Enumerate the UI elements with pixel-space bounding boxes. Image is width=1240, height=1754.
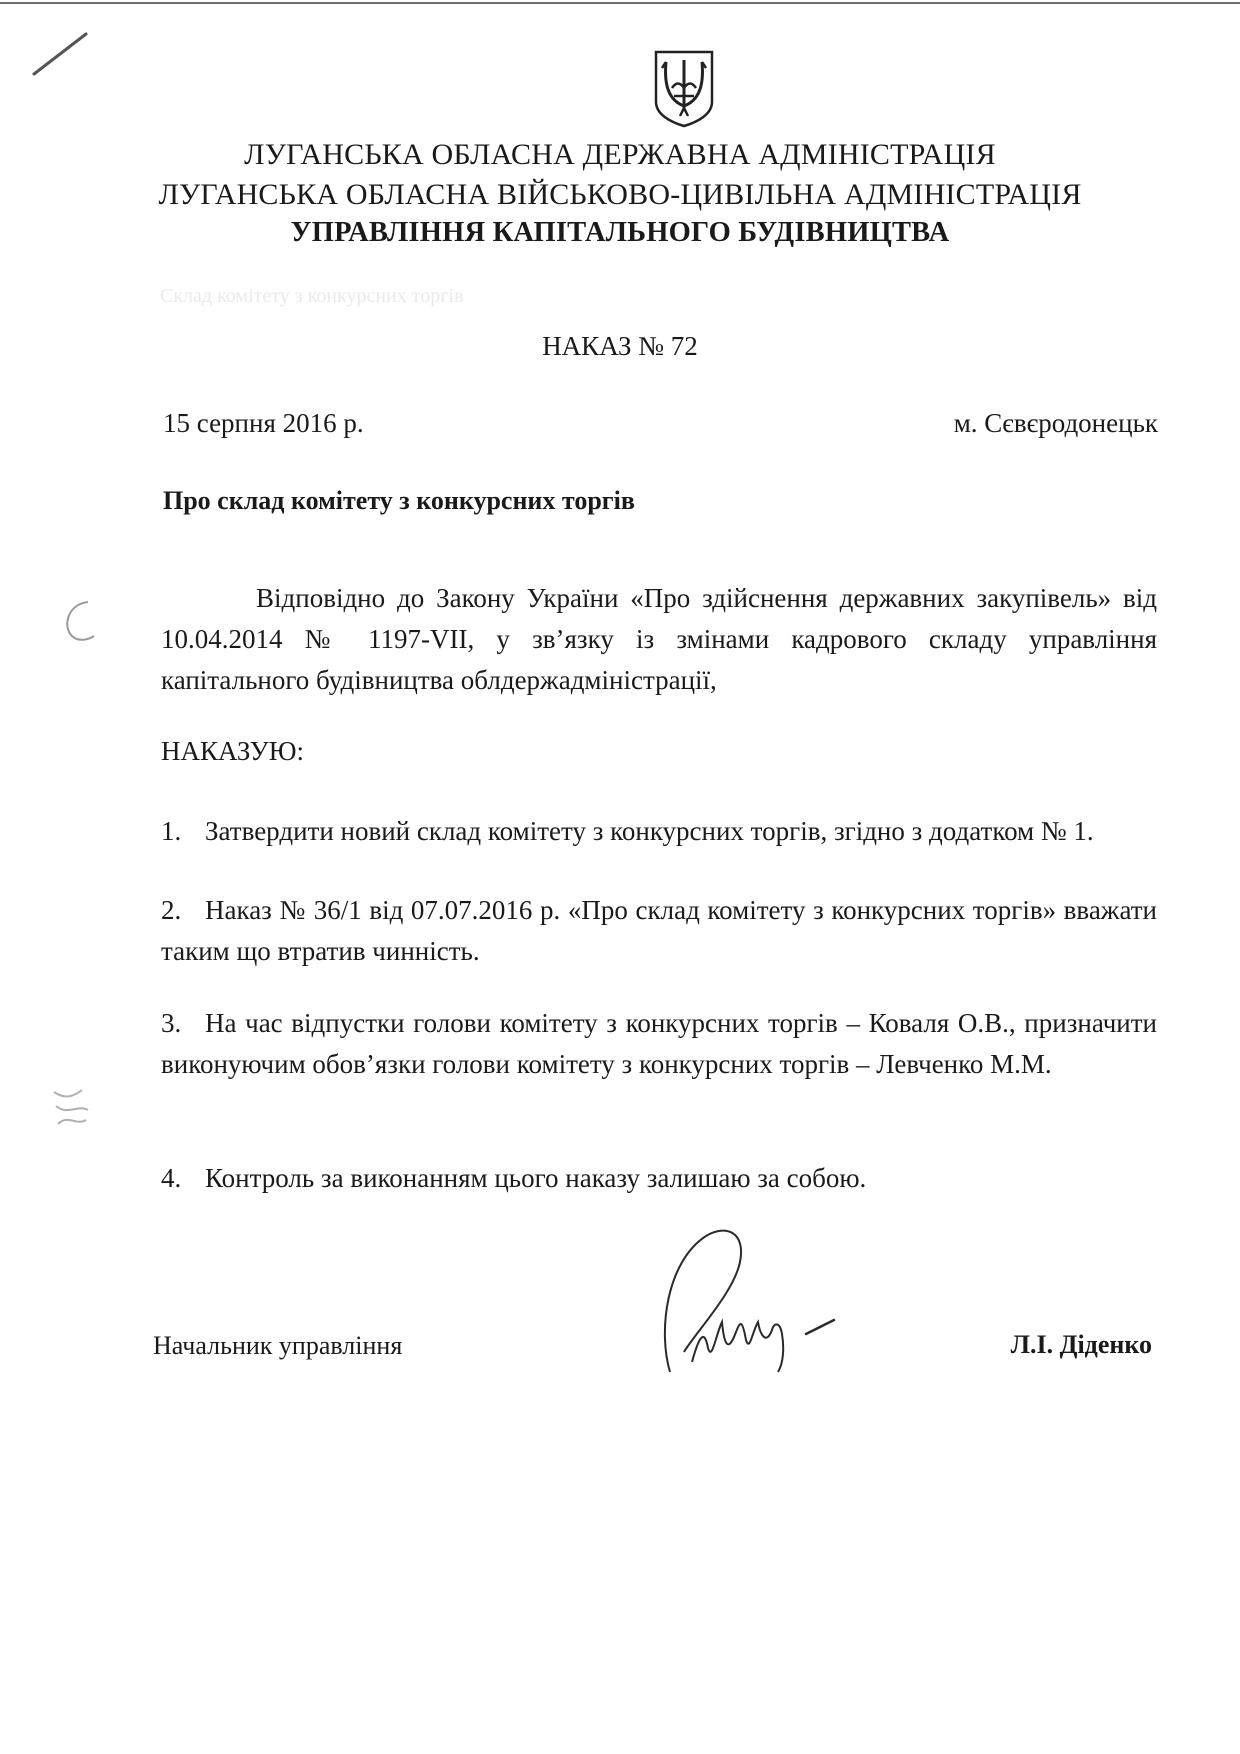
order-directive: НАКАЗУЮ: — [161, 736, 305, 766]
signatory-title: Начальник управління — [153, 1331, 403, 1360]
item-text: На час відпустки голови комітету з конкурсних торгів – Коваля О.В., призначити виконуючим обов’язки голови комітету з конкурсних торгів – Левченко М.М. — [161, 1008, 1157, 1079]
punch-hole-icon — [58, 596, 98, 646]
handwritten-signature-icon — [656, 1222, 846, 1382]
item-number: 1. — [161, 816, 182, 846]
order-city: м. Сєвєродонецьк — [953, 408, 1158, 438]
header-line-2: ЛУГАНСЬКА ОБЛАСНА ВІЙСЬКОВО-ЦИВІЛЬНА АДМІНІСТРАЦІЯ — [158, 178, 1082, 211]
order-item-1 — [161, 811, 1157, 852]
order-item-3 — [161, 1003, 1157, 1085]
order-date: 15 серпня 2016 р. — [163, 408, 364, 438]
order-item-2 — [161, 890, 1157, 972]
item-number: 3. — [161, 1008, 182, 1038]
margin-scribble-icon — [48, 1086, 96, 1130]
trident-coat-of-arms-icon — [652, 48, 716, 128]
item-text: Контроль за виконанням цього наказу залишаю за собою. — [205, 1163, 867, 1193]
scan-edge — [0, 2, 1240, 4]
header-line-3: УПРАВЛІННЯ КАПІТАЛЬНОГО БУДІВНИЦТВА — [290, 217, 950, 248]
intro-paragraph: Відповідно до Закону України «Про здійснення державних закупівель» від 10.04.2014 № 1197-VII, у зв’язку із змінами кадрового складу управління капітального будівництва облдержадміністрації, — [161, 583, 1157, 695]
item-number: 2. — [161, 895, 182, 925]
pencil-mark-icon — [30, 30, 90, 80]
item-text: Наказ № 36/1 від 07.07.2016 р. «Про склад комітету з конкурсних торгів» вважати таким що втратив чинність. — [161, 895, 1157, 966]
signatory-name: Л.І. Діденко — [1010, 1330, 1152, 1359]
item-number: 4. — [161, 1163, 182, 1193]
order-item-4 — [161, 1158, 1157, 1199]
item-text: Затвердити новий склад комітету з конкурсних торгів, згідно з додатком № 1. — [205, 816, 1094, 846]
order-title: НАКАЗ № 72 — [542, 331, 698, 361]
show-through-text: Склад комітету з конкурсних торгів — [160, 285, 464, 307]
header-line-1: ЛУГАНСЬКА ОБЛАСНА ДЕРЖАВНА АДМІНІСТРАЦІЯ — [244, 138, 996, 171]
order-subject: Про склад комітету з конкурсних торгів — [163, 486, 635, 515]
